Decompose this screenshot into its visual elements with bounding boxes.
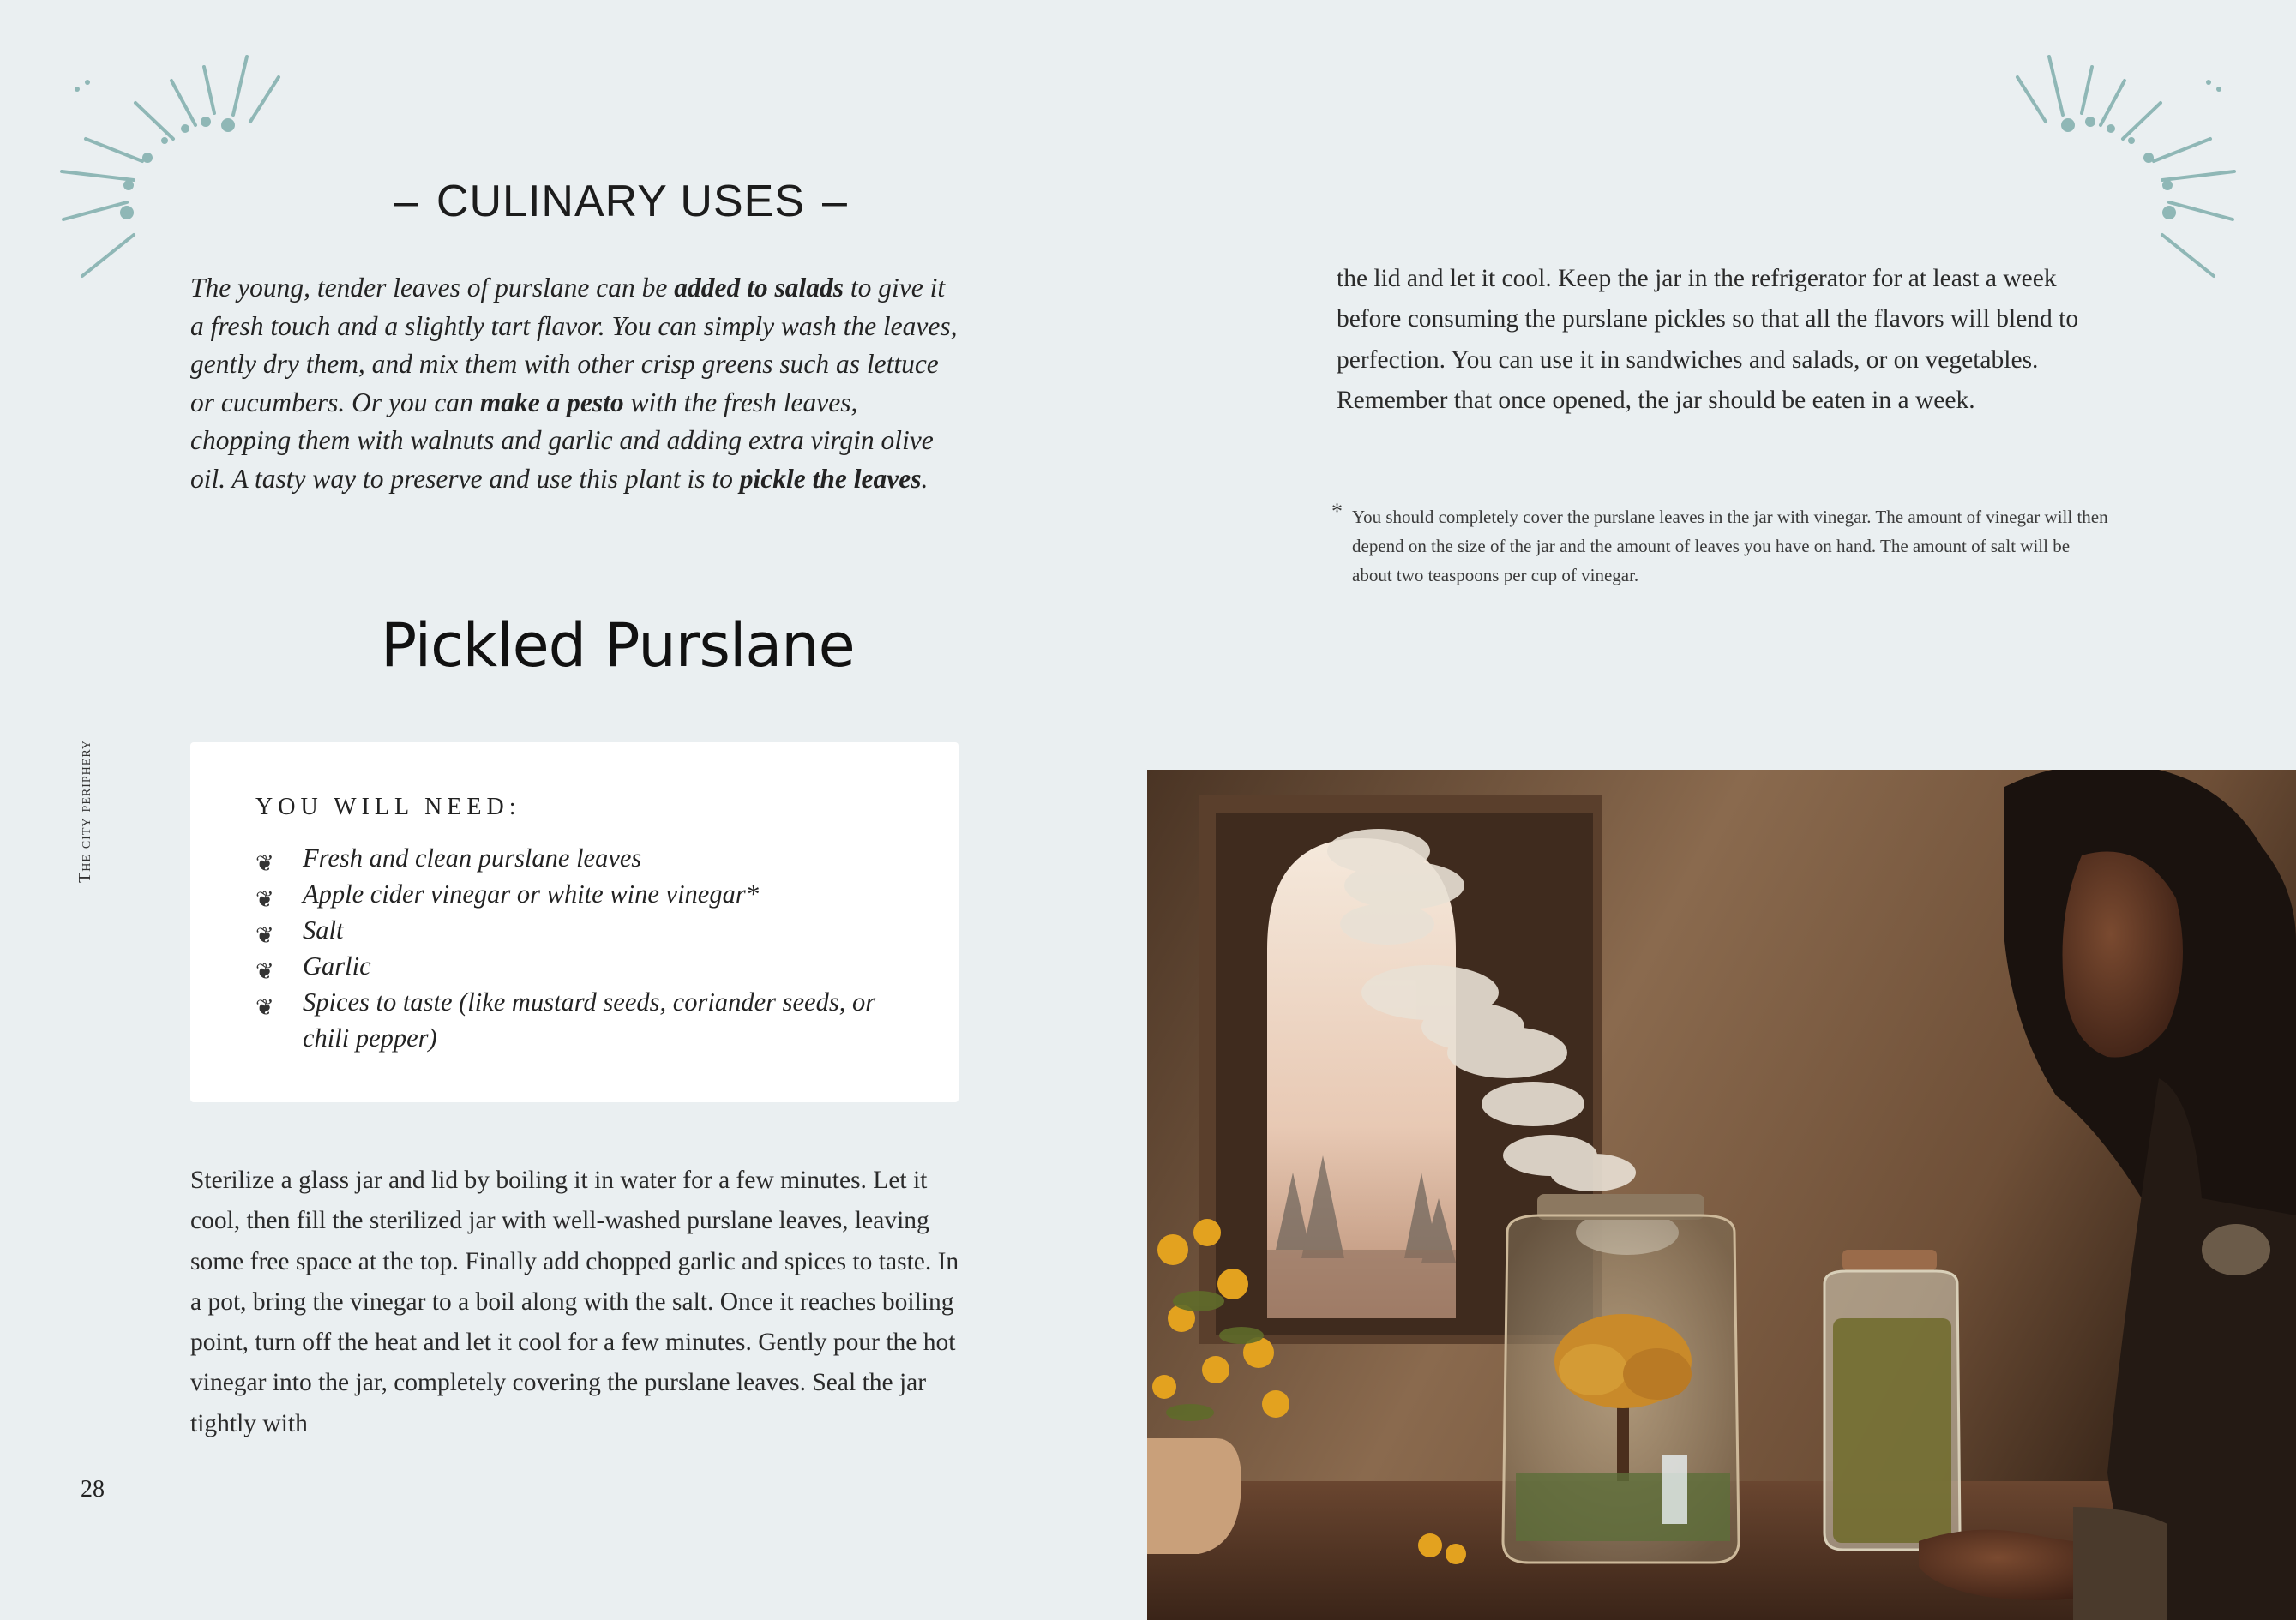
list-item xyxy=(255,876,907,912)
leaf-sprig-icon: ❦ xyxy=(255,851,274,876)
intro-text: to give it a fresh touch and a slightly tart flavor. You can simply wash the leaves, gently dry them, and mix them with other crisp greens such as lettuce or cucumbers. Or you can xyxy=(190,273,958,417)
intro-text: with the fresh leaves, chopping them with walnuts and garlic and adding extra virgin olive oil. A tasty way to preserve and use this plant is to xyxy=(190,387,934,494)
footnote-marker: * xyxy=(1331,499,1343,524)
intro-paragraph xyxy=(190,269,962,498)
continued-paragraph: the lid and let it cool. Keep the jar in the refrigerator for at least a week before consuming the purslane pickles so that all the flavors will blend to perfection. You can use it in sandwiches and salads, or on vegetables. Remember that once opened, the jar should be eaten in a week. xyxy=(1337,265,2079,414)
ingredients-box xyxy=(190,742,959,1102)
ingredient-text: Fresh and clean purslane leaves xyxy=(303,843,642,873)
corner-ornament-left xyxy=(51,51,292,291)
intro-emphasis-pesto: make a pesto xyxy=(479,387,624,417)
heading-dash-left: – xyxy=(394,177,419,226)
page-number: 28 xyxy=(81,1476,105,1503)
list-item xyxy=(255,948,907,984)
right-page xyxy=(1148,0,2296,1620)
ingredients-list xyxy=(255,840,907,1056)
running-header-vertical xyxy=(75,740,95,883)
ingredient-text: Garlic xyxy=(303,951,371,981)
intro-emphasis-salads: added to salads xyxy=(674,273,844,303)
intro-text: The young, tender leaves of purslane can be xyxy=(190,273,675,303)
ingredient-text: Spices to taste (like mustard seeds, coriander seeds, or chili pepper) xyxy=(303,987,876,1053)
ingredients-title: YOU WILL NEED: xyxy=(255,794,521,820)
leaf-sprig-icon: ❦ xyxy=(255,887,274,912)
recipe-title: Pickled Purslane xyxy=(381,610,855,681)
footnote xyxy=(1331,499,2110,590)
section-heading xyxy=(190,176,955,227)
method-paragraph: Sterilize a glass jar and lid by boiling it in water for a few minutes. Let it cool, then fill the sterilized jar with well-washed purslane leaves, leaving some free space at the top. Finally add chopped garlic and spices to taste. In a pot, bring the vinegar to a boil along with the salt. Once it reaches boiling point, turn off the heat and let it cool for a few minutes. Gently pour the hot vinegar into the jar, completely covering the purslane leaves. Seal the jar tightly with xyxy=(190,1167,959,1437)
side-label-text: The city periphery xyxy=(75,739,94,883)
list-item xyxy=(255,984,907,1056)
ingredient-text: Apple cider vinegar or white wine vinegar* xyxy=(303,879,759,909)
leaf-sprig-icon: ❦ xyxy=(255,995,274,1020)
footnote-text: You should completely cover the purslane leaves in the jar with vinegar. The amount of vinegar will then depend on the size of the jar and the amount of leaves you have on hand. The amount of salt will be about two teaspoons per cup of vinegar. xyxy=(1352,507,2108,585)
list-item xyxy=(255,840,907,876)
illustration-woman-with-jars xyxy=(1147,770,2295,1620)
section-heading-text: CULINARY USES xyxy=(436,177,806,226)
intro-text: . xyxy=(921,463,929,494)
intro-emphasis-pickle: pickle the leaves xyxy=(739,463,922,494)
heading-dash-right: – xyxy=(822,177,848,226)
corner-ornament-right xyxy=(2004,51,2245,291)
ingredient-text: Salt xyxy=(303,915,344,945)
list-item xyxy=(255,912,907,948)
leaf-sprig-icon: ❦ xyxy=(255,923,274,948)
leaf-sprig-icon: ❦ xyxy=(255,959,274,984)
